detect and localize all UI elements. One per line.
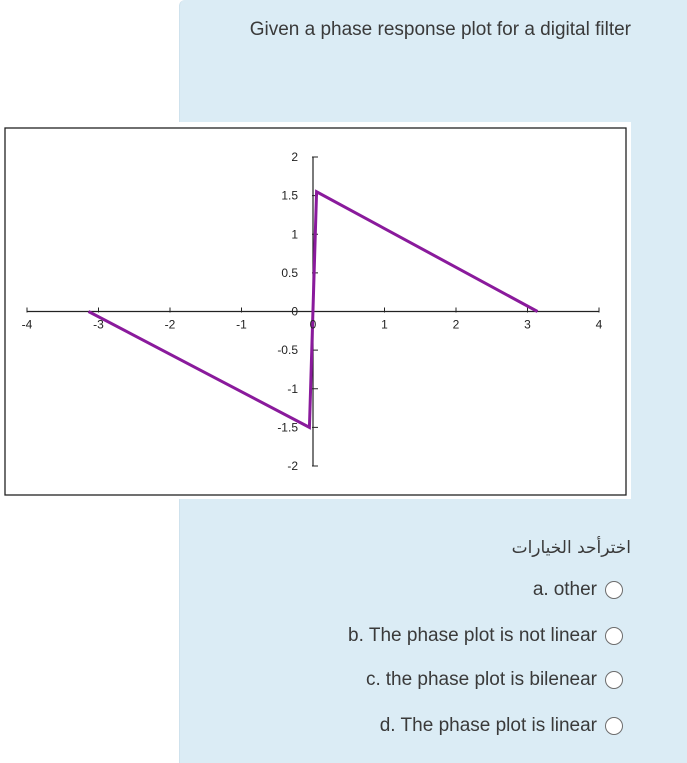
y-tick-label: -1 xyxy=(287,381,298,396)
option-c-letter: c. xyxy=(365,669,381,690)
option-d-label xyxy=(380,715,597,737)
x-tick-label: 0 xyxy=(309,317,317,332)
option-a-label xyxy=(533,579,597,601)
option-a-text: other xyxy=(553,579,597,600)
x-tick-label: -1 xyxy=(236,317,247,332)
option-a[interactable] xyxy=(533,576,623,604)
x-tick-label: -2 xyxy=(164,317,176,332)
y-tick-label: 0 xyxy=(291,304,298,319)
choose-option-label: اخترأحد الخيارات xyxy=(511,538,631,558)
question-text: Given a phase response plot for a digital filter xyxy=(249,19,631,40)
x-tick-label: 4 xyxy=(595,317,603,332)
option-c-text: the phase plot is bilenear xyxy=(385,669,597,690)
phase-response-chart xyxy=(0,122,631,499)
option-a-radio[interactable] xyxy=(605,581,623,599)
y-tick-label: -1.5 xyxy=(277,420,298,435)
y-tick-label: 1.5 xyxy=(281,188,298,203)
x-tick-label: 3 xyxy=(524,317,531,332)
option-a-letter: a. xyxy=(532,579,549,600)
x-tick-label: -4 xyxy=(21,317,33,332)
option-d[interactable] xyxy=(380,712,623,740)
option-d-text: The phase plot is linear xyxy=(400,715,597,736)
option-c-label xyxy=(366,669,597,691)
phase-response-figure xyxy=(0,122,631,499)
option-b-letter: b. xyxy=(348,625,364,646)
y-tick-label: 0.5 xyxy=(281,265,298,280)
x-tick-label: 2 xyxy=(452,317,460,332)
y-tick-label: -2 xyxy=(287,459,298,473)
option-d-letter: d. xyxy=(379,715,396,736)
y-tick-label: 1 xyxy=(291,227,298,242)
x-tick-label: -3 xyxy=(93,317,104,332)
option-b-radio[interactable] xyxy=(605,627,623,645)
y-tick-label: 2 xyxy=(291,150,298,164)
option-c-radio[interactable] xyxy=(605,671,623,689)
option-c[interactable] xyxy=(366,666,623,694)
option-b-text: The phase plot is not linear xyxy=(368,625,597,646)
option-b[interactable] xyxy=(348,622,623,650)
option-b-label xyxy=(348,625,597,647)
option-d-radio[interactable] xyxy=(605,717,623,735)
y-tick-label: -0.5 xyxy=(277,343,298,358)
x-tick-label: 1 xyxy=(381,317,388,332)
